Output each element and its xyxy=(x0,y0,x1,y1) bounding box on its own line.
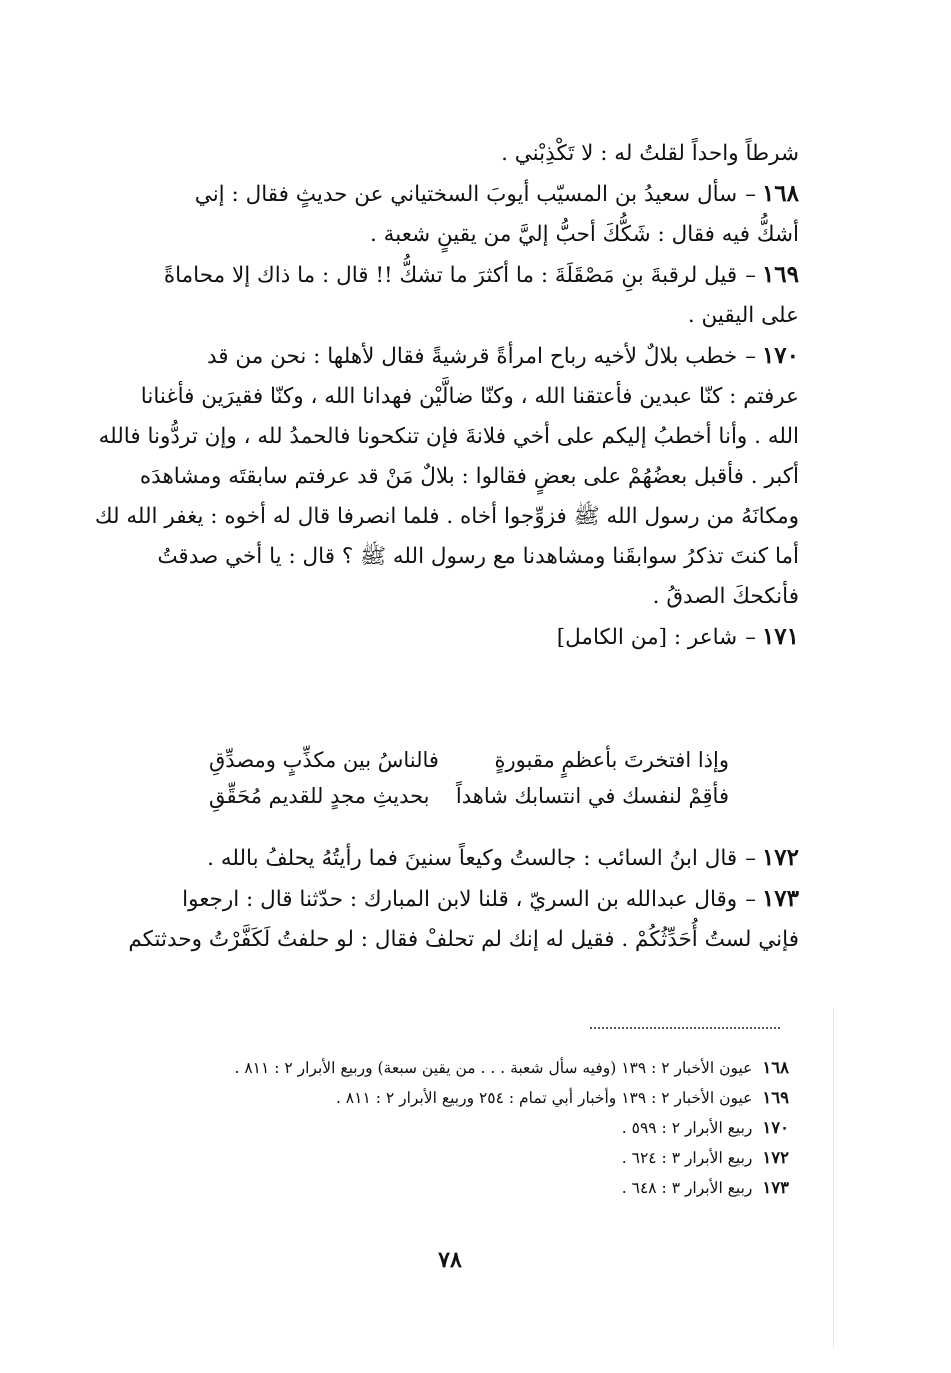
paragraph-line: قال ابنُ السائب : جالستُ وكيعاً سنينَ فما رأيتُهُ يحلفُ بالله . xyxy=(207,846,738,871)
footnotes xyxy=(149,1053,789,1203)
paragraph-line: عرفتم : كنّا عبدين فأعتقنا الله ، وكنّا ضالَّيْن فهدانا الله ، وكنّا فقيرَين فأغنانا xyxy=(140,384,799,409)
poem xyxy=(209,742,729,814)
entry-number: ١٧٠ xyxy=(761,342,799,369)
scan-artifact-line xyxy=(833,1008,834,1348)
footnote xyxy=(149,1053,789,1083)
footnote-number: ١٧٣ xyxy=(762,1178,789,1197)
paragraph-line: وقال عبدالله بن السريّ ، قلنا لابن المبارك : حدّثنا قال : ارجعوا xyxy=(182,887,738,912)
footnote-number: ١٧٠ xyxy=(762,1118,789,1137)
poem-intro: شاعر : [من الكامل] xyxy=(556,625,738,650)
hemistich-first: وإذا افتخرتَ بأعظمٍ مقبورةٍ xyxy=(494,748,729,772)
entry-number: ١٦٨ xyxy=(761,180,799,207)
entry-168: ١٦٨–سأل سعيدُ بن المسيّب أيوبَ السختياني عن حديثٍ فقال : إني xyxy=(194,180,799,207)
entry-172: ١٧٢–قال ابنُ السائب : جالستُ وكيعاً سنينَ فما رأيتُهُ يحلفُ بالله . xyxy=(207,844,799,871)
hemistich-second: بحديثِ مجدٍ للقديم مُحَقِّقِ xyxy=(209,784,430,808)
paragraph-line: أشكُّ فيه فقال : شَكُّكَ أحبُّ إليَّ من يقينٍ شعبة . xyxy=(370,222,799,247)
main-text xyxy=(94,134,799,658)
entry-number: ١٧٢ xyxy=(761,844,799,871)
entry-170: ١٧٠–خطب بلالٌ لأخيه رباح امرأةً قرشيةً فقال لأهلها : نحن من قد xyxy=(206,342,799,369)
page-number: ٧٨ xyxy=(438,1247,462,1273)
paragraph-line: فأنكحكَ الصدقُ . xyxy=(652,584,799,609)
hemistich-first: فأقِمْ لنفسك في انتسابك شاهداً xyxy=(455,784,729,808)
paragraph-line: ومكانَهُ من رسول الله ﷺ فزوِّجوا أخاه . فلما انصرفا قال له أخوه : يغفر الله لك xyxy=(94,504,799,529)
footnote xyxy=(149,1113,789,1143)
paragraph-line: سأل سعيدُ بن المسيّب أيوبَ السختياني عن حديثٍ فقال : إني xyxy=(194,182,738,207)
paragraph-line: أما كنتَ تذكرُ سوابقَنا ومشاهدنا مع رسول الله ﷺ ؟ قال : يا أخي صدقتُ xyxy=(157,544,799,569)
entry-number: ١٧٣ xyxy=(761,885,799,912)
paragraph-line: على اليقين . xyxy=(687,303,799,328)
footnote xyxy=(149,1083,789,1113)
entry-169: ١٦٩–قيل لرقبةَ بنِ مَصْقَلَةَ : ما أكثرَ ما تشكُّ !! قال : ما ذاك إلا محاماةً xyxy=(163,261,799,288)
footnote-text: عيون الأخبار ٢ : ١٣٩ وأخبار أبي تمام : ٢٥٤ وربيع الأبرار ٢ : ٨١١ . xyxy=(335,1089,753,1107)
entry-171: ١٧١–شاعر : [من الكامل] xyxy=(556,623,799,650)
paragraph-line: أكبر . فأقبل بعضُهُمْ على بعضٍ فقالوا : بلالٌ مَنْ قد عرفتم سابقتَه ومشاهدَه xyxy=(139,464,799,489)
paragraph-line: الله . وأنا أخطبُ إليكم على أخي فلانةَ فإن تنكحونا فالحمدُ لله ، وإن تردُّونا فالله xyxy=(98,424,799,449)
footnote-text: ربيع الأبرار ٣ : ٦٢٤ . xyxy=(621,1149,753,1167)
hemistich-second: فالناسُ بين مكذِّبٍ ومصدِّقِ xyxy=(209,748,439,772)
entry-173: ١٧٣–وقال عبدالله بن السريّ ، قلنا لابن المبارك : حدّثنا قال : ارجعوا xyxy=(182,885,799,912)
footnote xyxy=(149,1173,789,1203)
entry-number: ١٧١ xyxy=(761,623,799,650)
paragraph-line: قيل لرقبةَ بنِ مَصْقَلَةَ : ما أكثرَ ما تشكُّ !! قال : ما ذاك إلا محاماةً xyxy=(163,263,738,288)
entry-number: ١٦٩ xyxy=(761,261,799,288)
footnote-text: ربيع الأبرار ٣ : ٦٤٨ . xyxy=(621,1179,753,1197)
footnote-separator xyxy=(590,1027,780,1029)
footnote-text: ربيع الأبرار ٢ : ٥٩٩ . xyxy=(621,1119,753,1137)
footnote-text: عيون الأخبار ٢ : ١٣٩ (وفيه سأل شعبة . . . من يقين سبعة) وربيع الأبرار ٢ : ٨١١ . xyxy=(234,1059,753,1077)
paragraph-line: فإني لستُ أُحَدِّثُكُمْ . فقيل له إنك لم تحلفْ فقال : لو حلفتُ لَكَفَّرْتُ وحدثتكم xyxy=(128,927,799,952)
main-text-continued xyxy=(128,838,799,960)
paragraph-line: شرطاً واحداً لقلتُ له : لا تَكْذِبْني . xyxy=(501,141,799,166)
footnote xyxy=(149,1143,789,1173)
footnote-number: ١٦٨ xyxy=(762,1058,789,1077)
poem-verse xyxy=(209,778,729,814)
paragraph-line: خطب بلالٌ لأخيه رباح امرأةً قرشيةً فقال لأهلها : نحن من قد xyxy=(206,344,738,369)
footnote-number: ١٦٩ xyxy=(762,1088,789,1107)
footnote-number: ١٧٢ xyxy=(762,1148,789,1167)
poem-verse xyxy=(209,742,729,778)
